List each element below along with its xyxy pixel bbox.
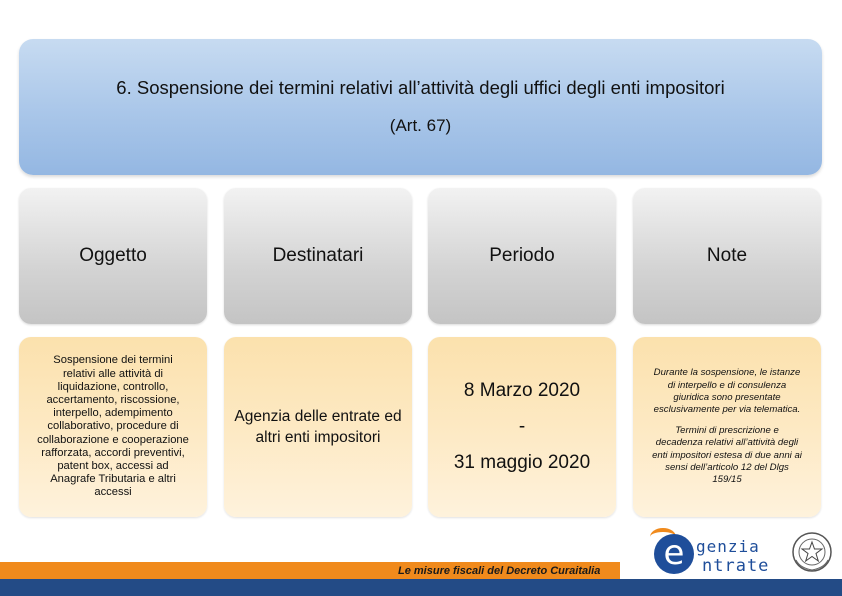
article-reference: (Art. 67) [389, 116, 452, 135]
logo-word-genzia: genzia [696, 537, 760, 556]
note-paragraph-2: Termini di prescrizione e decadenza relativi all’attività degli enti impositori estesa di due anni ai sensi dell’articolo 12 del Dlgs 159/15 [652, 424, 802, 486]
logo-e-icon: e [654, 534, 694, 574]
header-destinatari: Destinatari [224, 188, 412, 324]
cell-destinatari [224, 337, 412, 517]
logo-word-ntrate: ntrate [702, 556, 770, 576]
oggetto-text: Sospensione dei termini relativi alle attività di liquidazione, controllo, accertamento, riscossione, interpello, adempimento collaborativo, procedure di collaborazione e cooperazione rafforzata, accordi preventivi, patent box, accessi ad Anagrafe Tributaria e altri accessi [37, 354, 189, 499]
periodo-end: 31 maggio 2020 [453, 452, 591, 473]
note-paragraph-1: Durante la sospensione, le istanze di interpello e di consulenza giuridica sono presentate esclusivamente per via telematica. [653, 367, 801, 416]
footer-blue-bar [0, 579, 842, 596]
page-title: 6. Sospensione dei termini relativi all’attività degli uffici degli enti impositori [116, 77, 725, 98]
header-periodo: Periodo [428, 188, 616, 324]
periodo-start: 8 Marzo 2020 [463, 380, 581, 401]
title-banner [19, 39, 822, 175]
periodo-dash: - [518, 416, 526, 437]
cell-periodo [428, 337, 616, 517]
italian-emblem-icon [790, 530, 834, 574]
agenzia-entrate-logo [650, 528, 840, 580]
destinatari-text: Agenzia delle entrate ed altri enti impositori [234, 408, 402, 446]
header-note: Note [633, 188, 821, 324]
footer-caption: Le misure fiscali del Decreto Curaitalia [398, 565, 601, 577]
cell-note [633, 337, 821, 517]
header-oggetto: Oggetto [19, 188, 207, 324]
cell-oggetto [19, 337, 207, 517]
